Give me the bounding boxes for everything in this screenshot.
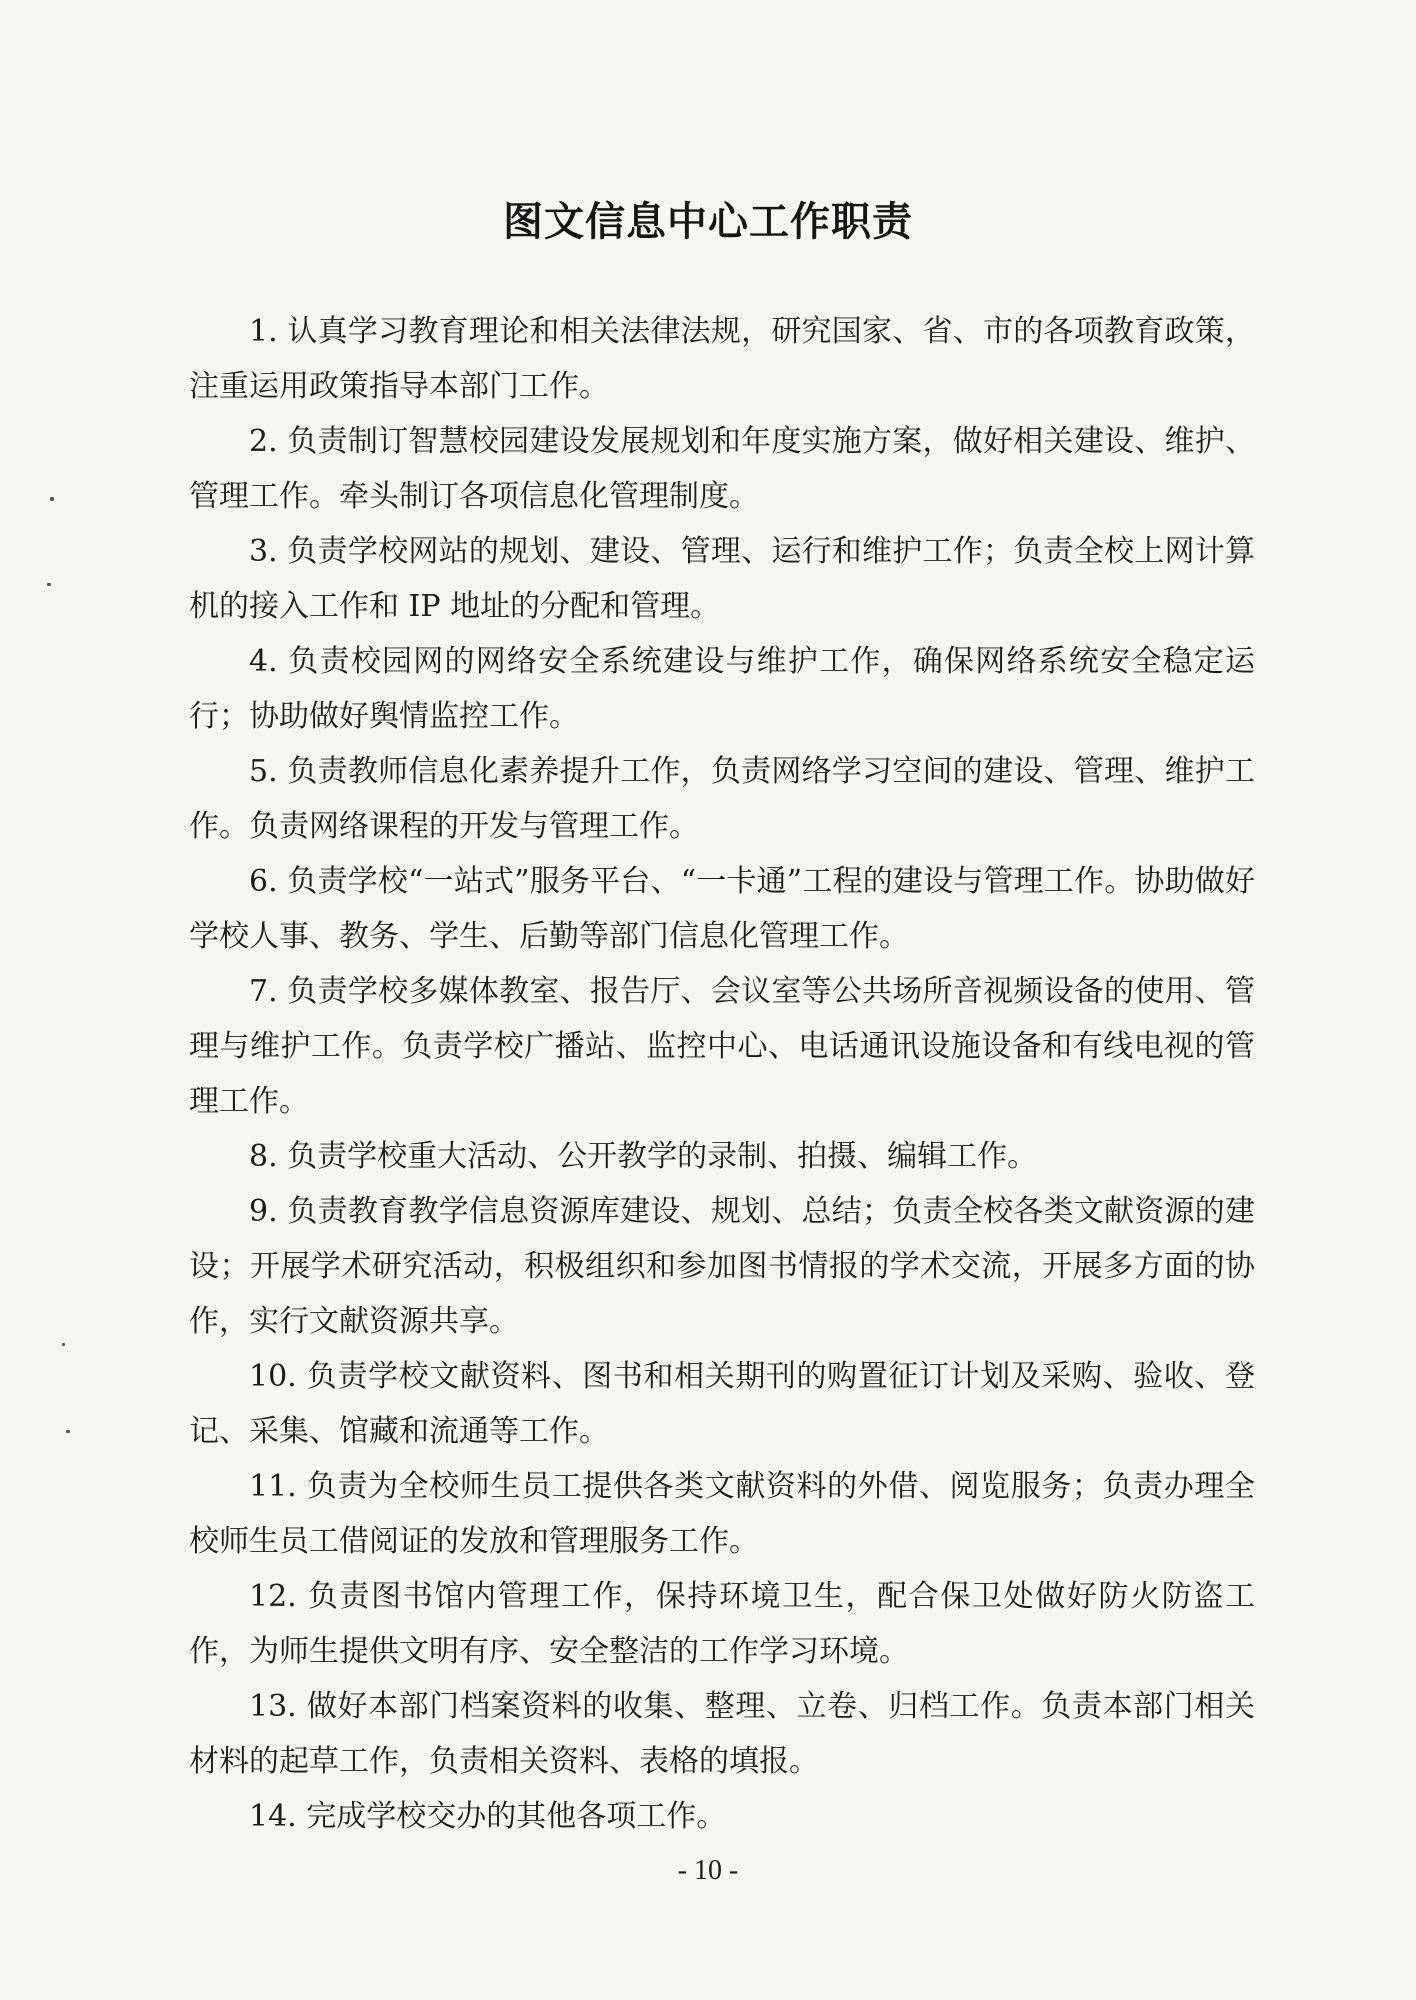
page-number: - 10 - <box>677 1855 739 1886</box>
scan-speck <box>62 1343 65 1346</box>
document-title: 图文信息中心工作职责 <box>503 199 913 245</box>
duty-item-2: 2. 负责制订智慧校园建设发展规划和年度实施方案，做好相关建设、维护、管理工作。牵头制订各项信息化管理制度。 <box>189 424 1255 514</box>
duty-item-3: 3. 负责学校网站的规划、建设、管理、运行和维护工作；负责全校上网计算机的接入工作和 IP 地址的分配和管理。 <box>189 534 1255 624</box>
duty-item-13: 13. 做好本部门档案资料的收集、整理、立卷、归档工作。负责本部门相关材料的起草工作，负责相关资料、表格的填报。 <box>189 1689 1255 1779</box>
scan-speck <box>47 583 51 586</box>
duty-item-10: 10. 负责学校文献资料、图书和相关期刊的购置征订计划及采购、验收、登记、采集、馆藏和流通等工作。 <box>189 1359 1255 1449</box>
scan-speck <box>66 1430 70 1433</box>
duty-item-14: 14. 完成学校交办的其他各项工作。 <box>249 1799 727 1834</box>
duty-item-9: 9. 负责教育教学信息资源库建设、规划、总结；负责全校各类文献资源的建设；开展学术研究活动，积极组织和参加图书情报的学术交流，开展多方面的协作，实行文献资源共享。 <box>189 1194 1255 1339</box>
scan-speck <box>50 497 54 501</box>
duty-item-8: 8. 负责学校重大活动、公开教学的录制、拍摄、编辑工作。 <box>249 1139 1038 1174</box>
duty-item-7: 7. 负责学校多媒体教室、报告厅、会议室等公共场所音视频设备的使用、管理与维护工作。负责学校广播站、监控中心、电话通讯设施设备和有线电视的管理工作。 <box>189 974 1255 1119</box>
duty-item-12: 12. 负责图书馆内管理工作，保持环境卫生，配合保卫处做好防火防盗工作，为师生提供文明有序、安全整洁的工作学习环境。 <box>189 1579 1255 1669</box>
duty-item-11: 11. 负责为全校师生员工提供各类文献资料的外借、阅览服务；负责办理全校师生员工借阅证的发放和管理服务工作。 <box>189 1469 1255 1559</box>
duty-item-5: 5. 负责教师信息化素养提升工作，负责网络学习空间的建设、管理、维护工作。负责网络课程的开发与管理工作。 <box>189 754 1255 844</box>
document-body <box>189 304 1255 1844</box>
duty-item-1: 1. 认真学习教育理论和相关法律法规，研究国家、省、市的各项教育政策，注重运用政策指导本部门工作。 <box>189 314 1255 404</box>
duty-item-6: 6. 负责学校“一站式”服务平台、“一卡通”工程的建设与管理工作。协助做好学校人事、教务、学生、后勤等部门信息化管理工作。 <box>189 864 1255 954</box>
duty-item-4: 4. 负责校园网的网络安全系统建设与维护工作，确保网络系统安全稳定运行；协助做好舆情监控工作。 <box>189 644 1255 734</box>
